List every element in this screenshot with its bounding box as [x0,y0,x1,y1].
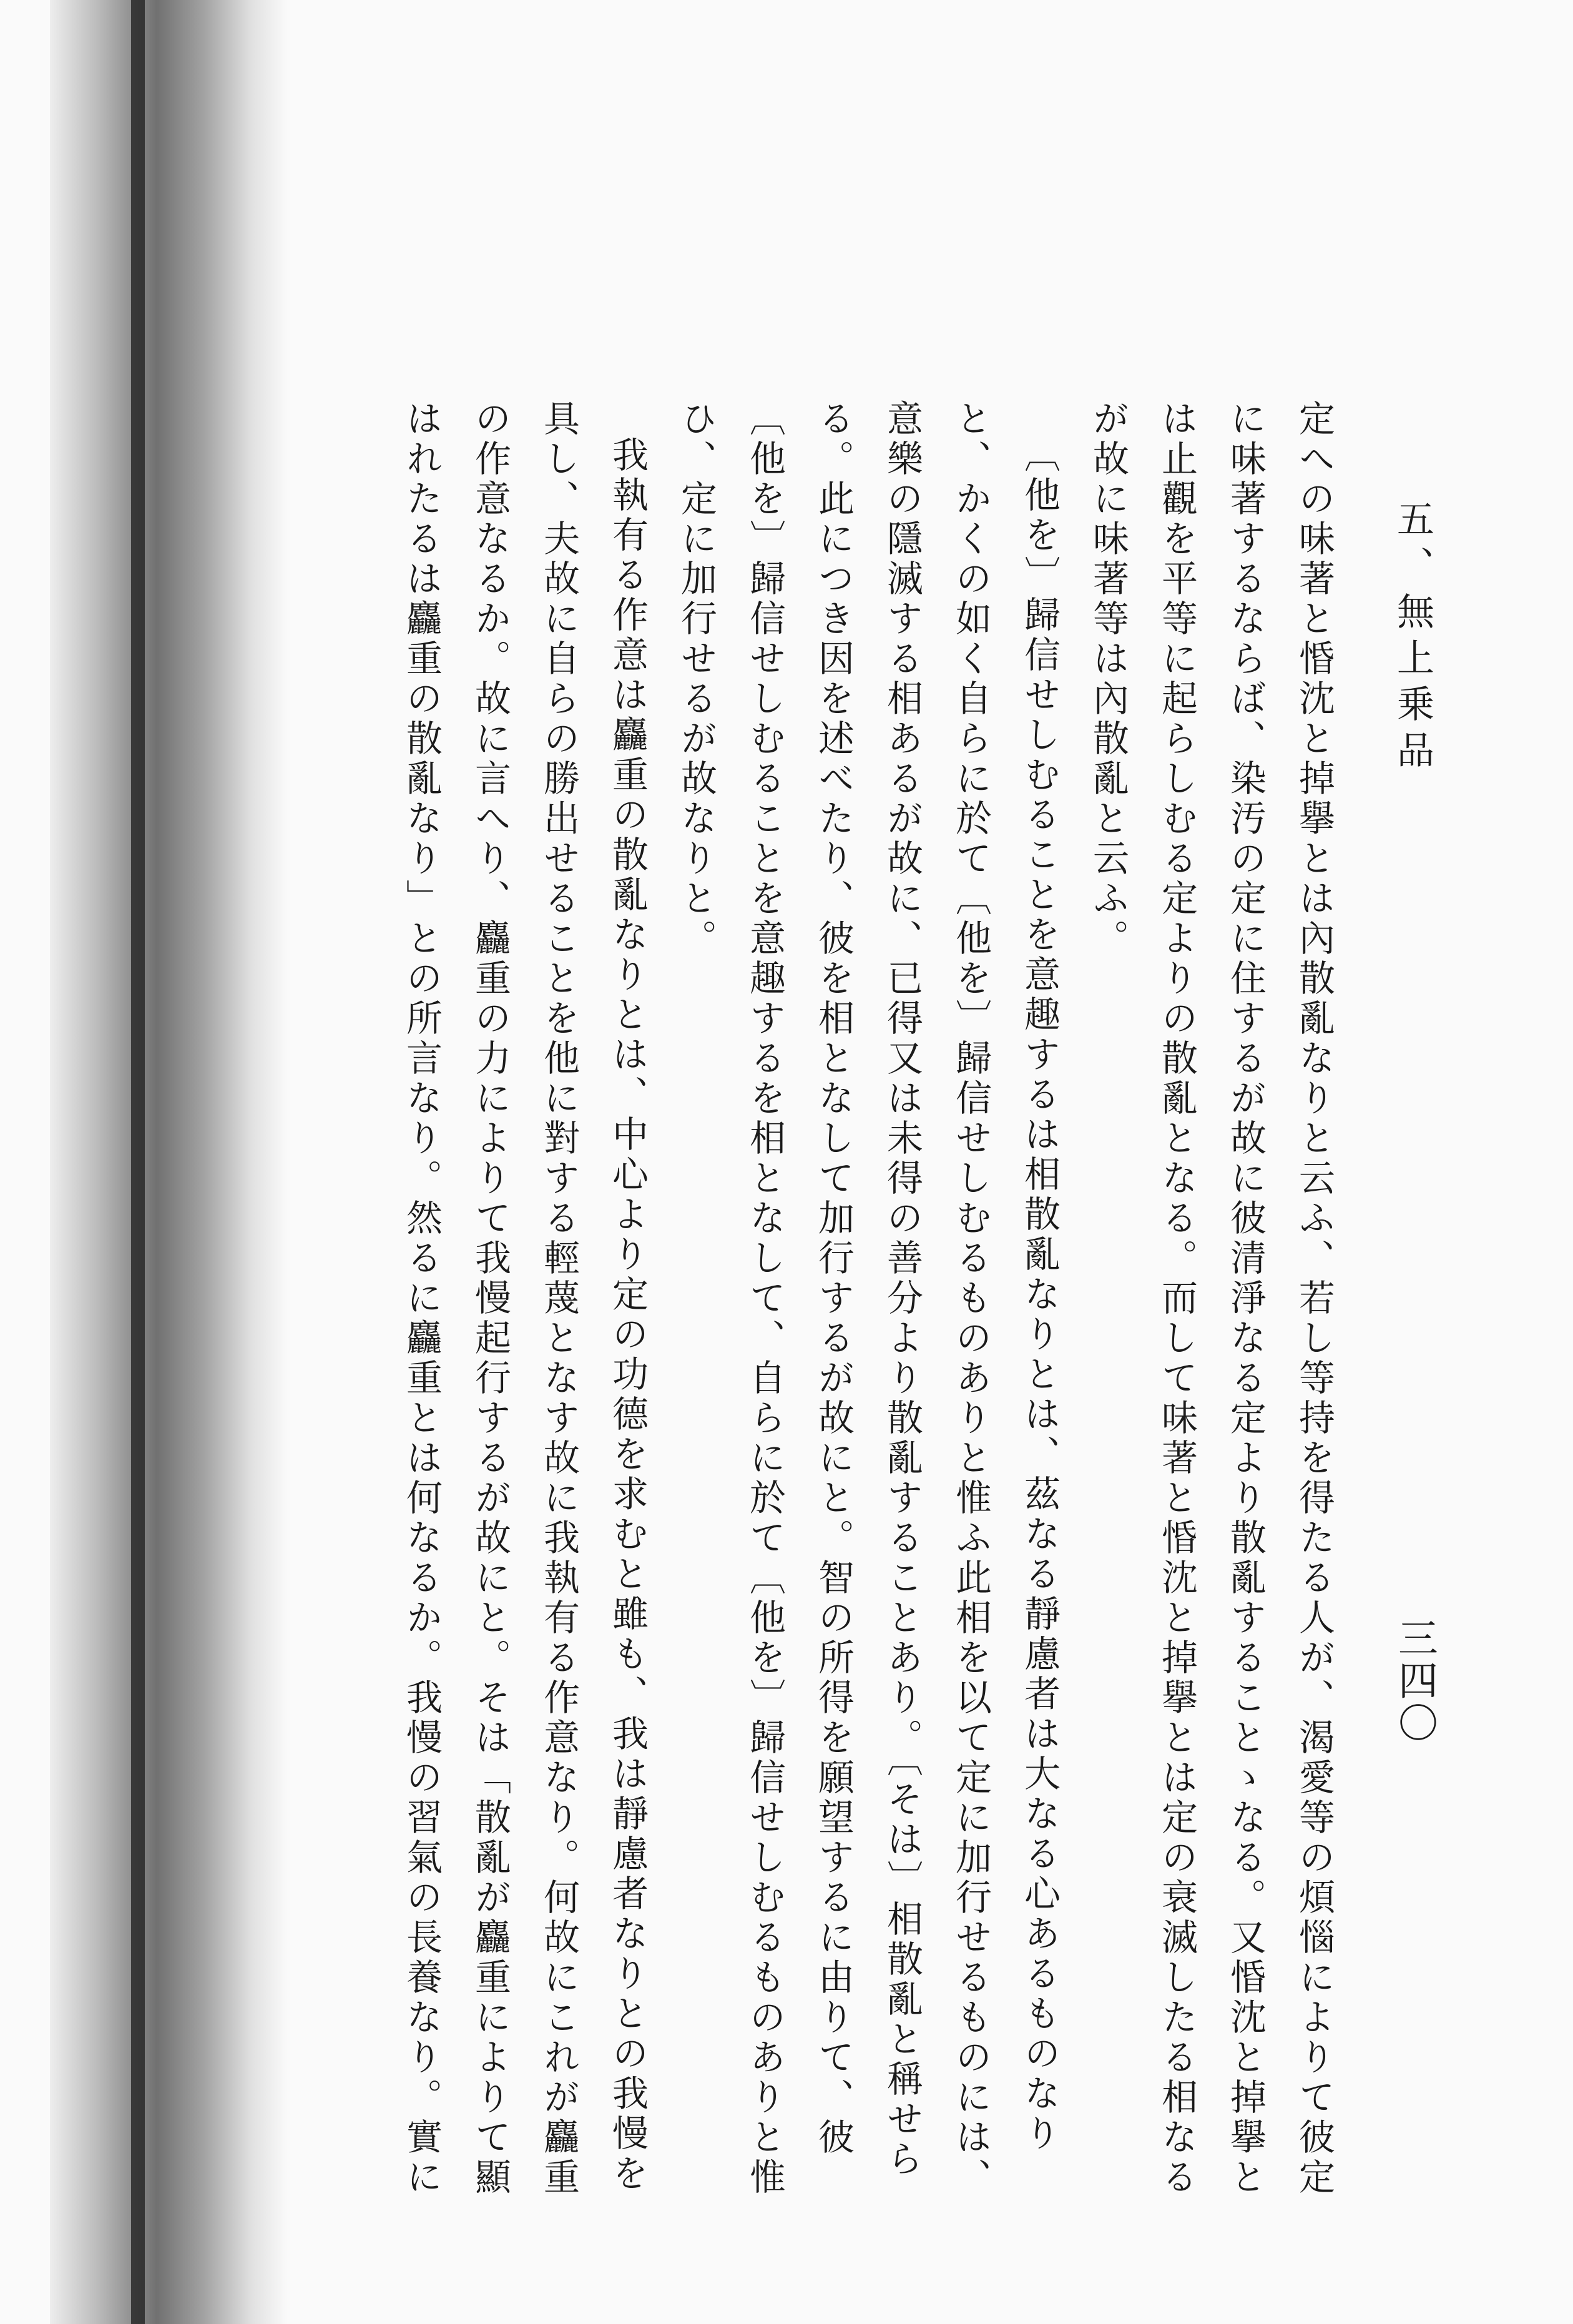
binding-gutter-line [131,0,145,2324]
running-title: 五、無上乗品 [1391,500,1434,777]
paragraph: 我執有る作意は麤重の散亂なりとは、中心より定の功德を求むと雖も、我は靜慮者なりとの我慢を具し、夫故に自らの勝出せることを他に對する輕蔑となす故に我執有る作意なり。何故にこれが麤重の作意なるか。故に言へり、麤重の力によりて我慢起行するが故にと。そは「散亂が麤重によりて顯はれたるは麤重の散亂なり」との所言なり。然るに麤重とは何なるか。我慢の習氣の長養なり。實に [400,400,649,2198]
binding-shadow [50,0,287,2324]
body-text [387,400,1348,2210]
paragraph: 〔他を〕歸信せしむることを意趣するは相散亂なりとは、茲なる靜慮者は大なる心あるものなりと、かくの如く自らに於て〔他を〕歸信せしむるものありと惟ふ此相を以て定に加行せるものには、意樂の隱滅する相あるが故に、已得又は未得の善分より散亂することあり。〔そは〕相散亂と稱せらる。此につき因を述べたり、彼を相となして加行するが故にと。智の所得を願望するに由りて、彼〔他を〕歸信せしむることを意趣するを相となして、自らに於て〔他を〕歸信せしむるものありと惟ひ、定に加行せるが故なりと。 [675,400,1061,2198]
paragraph: 定への味著と惛沈と掉擧とは內散亂なりと云ふ、若し等持を得たる人が、渴愛等の煩惱によりて彼定に味著するならば、染汚の定に住するが故に彼清淨なる定より散亂することゝなる。又惛沈と掉擧とは止觀を平等に起らしむる定よりの散亂となる。而して味著と惛沈と掉擧とは定の衰滅したる相なるが故に味著等は內散亂と云ふ。 [1087,400,1335,2198]
page-number: 三四〇 [1391,1617,1438,1745]
